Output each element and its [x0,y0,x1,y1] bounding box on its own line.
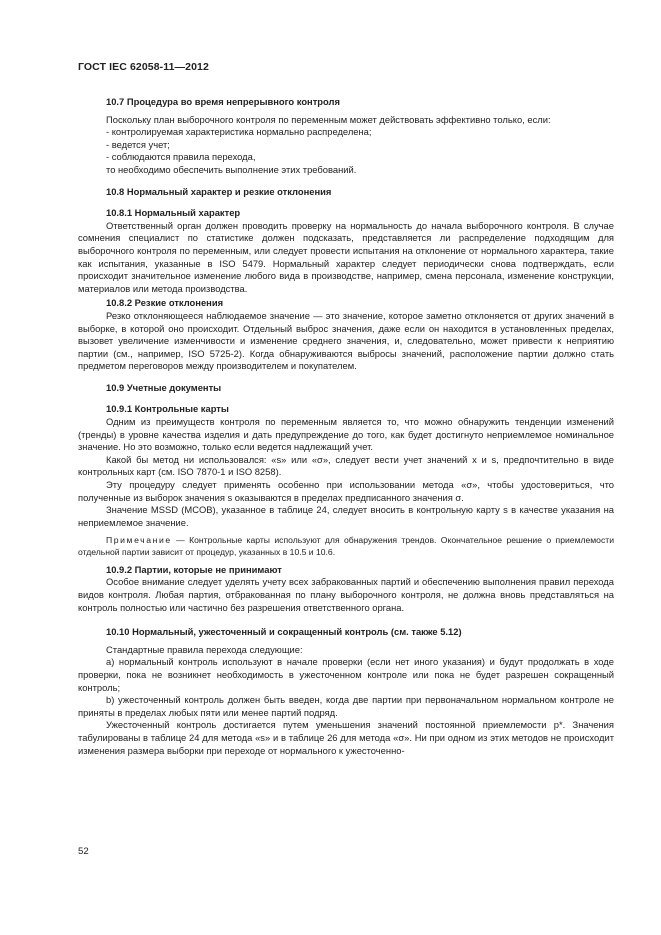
section-heading-10-10: 10.10 Нормальный, ужесточенный и сокращенный контроль (см. также 5.12) [106,626,462,638]
subsection-heading-10-9-2: 10.9.2 Партии, которые не принимают [106,563,282,575]
subsection-heading-10-8-2: 10.8.2 Резкие отклонения [106,297,224,309]
note-label: Примечание [106,535,172,546]
paragraph: Ужесточенный контроль достигается путем уменьшения значений постоянной приемлемости p*. Значения табулированы в таблице 24 для метода «s» и в таблице 26 для метода «σ». Ни при одном из этих методов не происходит изменения размера выборки при переходе от нормального к ужесточенно- [78,719,614,756]
paragraph: Значение MSSD (MCOB), указанное в таблице 24, следует вносить в контрольную карту s в качестве указания на неприемлемое значение. [78,504,614,528]
paragraph: Одним из преимуществ контроля по переменным является то, что можно обнаружить тенденции изменений (тренды) в уровне качества изделия и дать предупреждение до того, как будет достигнуто неприемлемое номинальное значение. Но это возможно, только если ведется надлежащий учет. [78,416,614,453]
section-heading-10-9: 10.9 Учетные документы [106,381,222,393]
paragraph: Стандартные правила перехода следующие: [106,643,303,655]
paragraph: Эту процедуру следует применять особенно при использовании метода «σ», чтобы удостовериться, что полученные из выборок значения s оказываются в пределах предписанного значения σ. [78,479,614,503]
subsection-heading-10-9-1: 10.9.1 Контрольные карты [106,403,229,415]
note-text: — Контрольные карты используют для обнаружения трендов. Окончательное решение о приемлемости отдельной партии зависит от процедур, указанных в 10.5 и 10.6. [78,535,614,557]
document-body [78,96,614,757]
section-heading-10-7: 10.7 Процедура во время непрерывного контроля [106,96,340,107]
subsection-heading-10-8-1: 10.8.1 Нормальный характер [106,207,241,219]
list-item: - контролируемая характеристика нормально распределена; [106,126,372,138]
paragraph: Ответственный орган должен проводить проверку на нормальность до начала выборочного контроля. В случае сомнения специалист по статистике должен подсказать, представляется ли распределение подходящим для выборочного контроля по переменным, или следует провести испытания на отклонение от нормального характера, такие как испытания, указанные в ISO 5479. Нормальный характер следует периодически снова подтверждать, если происходит значительное изменение любого вида в производстве, например, смена персонала, изменение конструкции, материалов или метода производства. [78,219,614,294]
paragraph: Резко отклоняющееся наблюдаемое значение — это значение, которое заметно отклоняется от других значений в выборке, в которой оно происходит. Отдельный выброс значения, даже если он находится в установленных пределах, вызовет увеличение изменчивости и изменение среднего значения, и, следовательно, может привести к неприятию партии (см., например, ISO 5725-2). Когда обнаруживаются выбросы значений, расположение партии должно стать предметом переговоров между производителем и покупателем. [78,309,614,372]
list-item: a) нормальный контроль используют в начале проверки (если нет иного указания) и будут продолжать в ходе проверки, пока не возникнет необходимость в ужесточенном контроле или пока не будет разрешен сокращенный контроль; [78,656,614,693]
section-heading-10-8: 10.8 Нормальный характер и резкие отклонения [106,185,332,197]
paragraph: то необходимо обеспечить выполнение этих требований. [106,163,357,175]
list-item: b) ужесточенный контроль должен быть введен, когда две партии при первоначальном нормальном контроле не приняты в пределах любых пяти или менее партий подряд. [78,694,614,718]
list-item: - соблюдаются правила перехода, [106,151,256,163]
page-number: 52 [78,846,89,857]
note [78,535,614,557]
paragraph: Особое внимание следует уделять учету всех забракованных партий и обеспечению выполнения правил перехода видов контроля. Любая партия, отбракованная по плану выборочного контроля, не должна вновь представляться на контроль полностью или частично без разрешения ответственного органа. [78,576,614,613]
list-item: - ведется учет; [106,138,170,150]
document-header: ГОСТ IEC 62058-11—2012 [78,61,209,73]
paragraph: Поскольку план выборочного контроля по переменным может действовать эффективно только, если: [106,113,551,125]
paragraph: Какой бы метод ни использовался: «s» или «σ», следует вести учет значений x и s, предпочтительно в виде контрольных карт (см. ISO 7870-1 и ISO 8258). [78,453,614,478]
